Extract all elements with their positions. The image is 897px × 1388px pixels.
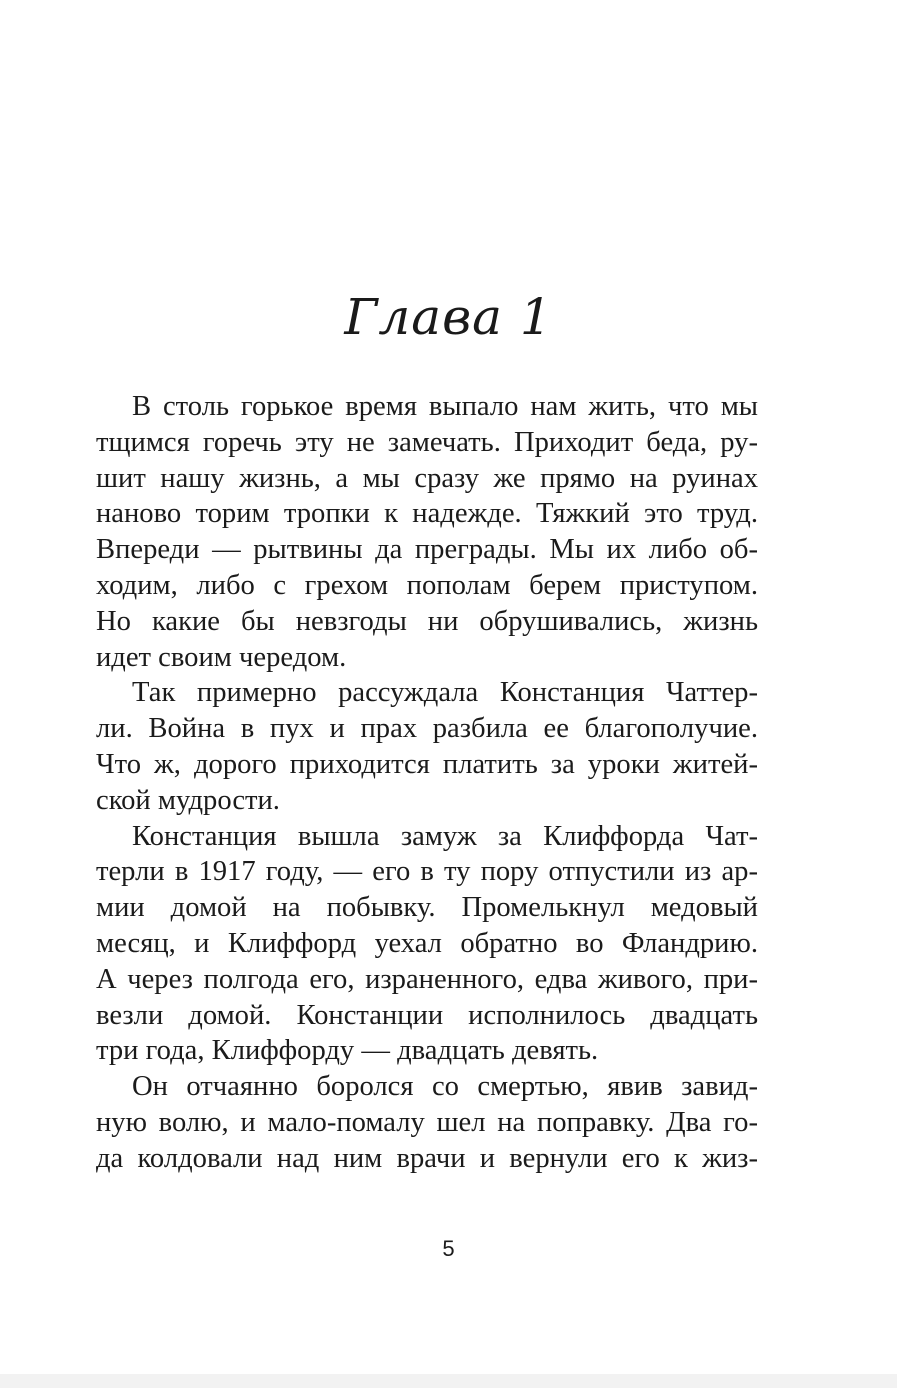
text-line: тщимся горечь эту не замечать. Приходит беда, ру-: [96, 426, 758, 458]
text-line: мии домой на побывку. Промелькнул медовый: [96, 892, 758, 924]
body-text: [96, 389, 758, 1177]
text-line: Что ж, дорого приходится платить за уроки житей-: [96, 748, 758, 780]
chapter-title: Глава 1: [344, 288, 553, 346]
text-line: А через полгода его, израненного, едва живого, при-: [96, 963, 758, 995]
text-line: ную волю, и мало-помалу шел на поправку. Два го-: [96, 1106, 758, 1138]
text-line: наново торим тропки к надежде. Тяжкий это труд.: [96, 498, 758, 530]
text-line: ходим, либо с грехом пополам берем приступом.: [96, 569, 758, 601]
text-line: три года, Клиффорду — двадцать девять.: [96, 1035, 599, 1067]
text-line: да колдовали над ним врачи и вернули его к жиз-: [96, 1142, 758, 1174]
text-line: шит нашу жизнь, а мы сразу же прямо на руинах: [96, 462, 758, 494]
text-line: В столь горькое время выпало нам жить, что мы: [132, 391, 758, 422]
text-line: идет своим чередом.: [96, 641, 347, 673]
page-bottom-edge: [0, 1374, 897, 1388]
text-line: ской мудрости.: [96, 784, 280, 816]
text-line: Он отчаянно боролся со смертью, явив завид-: [132, 1071, 758, 1103]
text-line: Так примерно рассуждала Констанция Чаттер-: [132, 677, 758, 709]
text-line: Но какие бы невзгоды ни обрушивались, жизнь: [96, 605, 758, 637]
page-number: 5: [442, 1236, 455, 1261]
text-line: терли в 1917 году, — его в ту пору отпустили из ар-: [96, 856, 758, 888]
text-line: месяц, и Клиффорд уехал обратно во Фландрию.: [96, 927, 758, 959]
text-line: везли домой. Констанции исполнилось двадцать: [96, 999, 758, 1031]
text-line: Впереди — рытвины да преграды. Мы их либо об-: [96, 534, 758, 566]
text-line: ли. Война в пух и прах разбила ее благополучие.: [96, 713, 758, 745]
text-line: Констанция вышла замуж за Клиффорда Чат-: [132, 820, 758, 852]
